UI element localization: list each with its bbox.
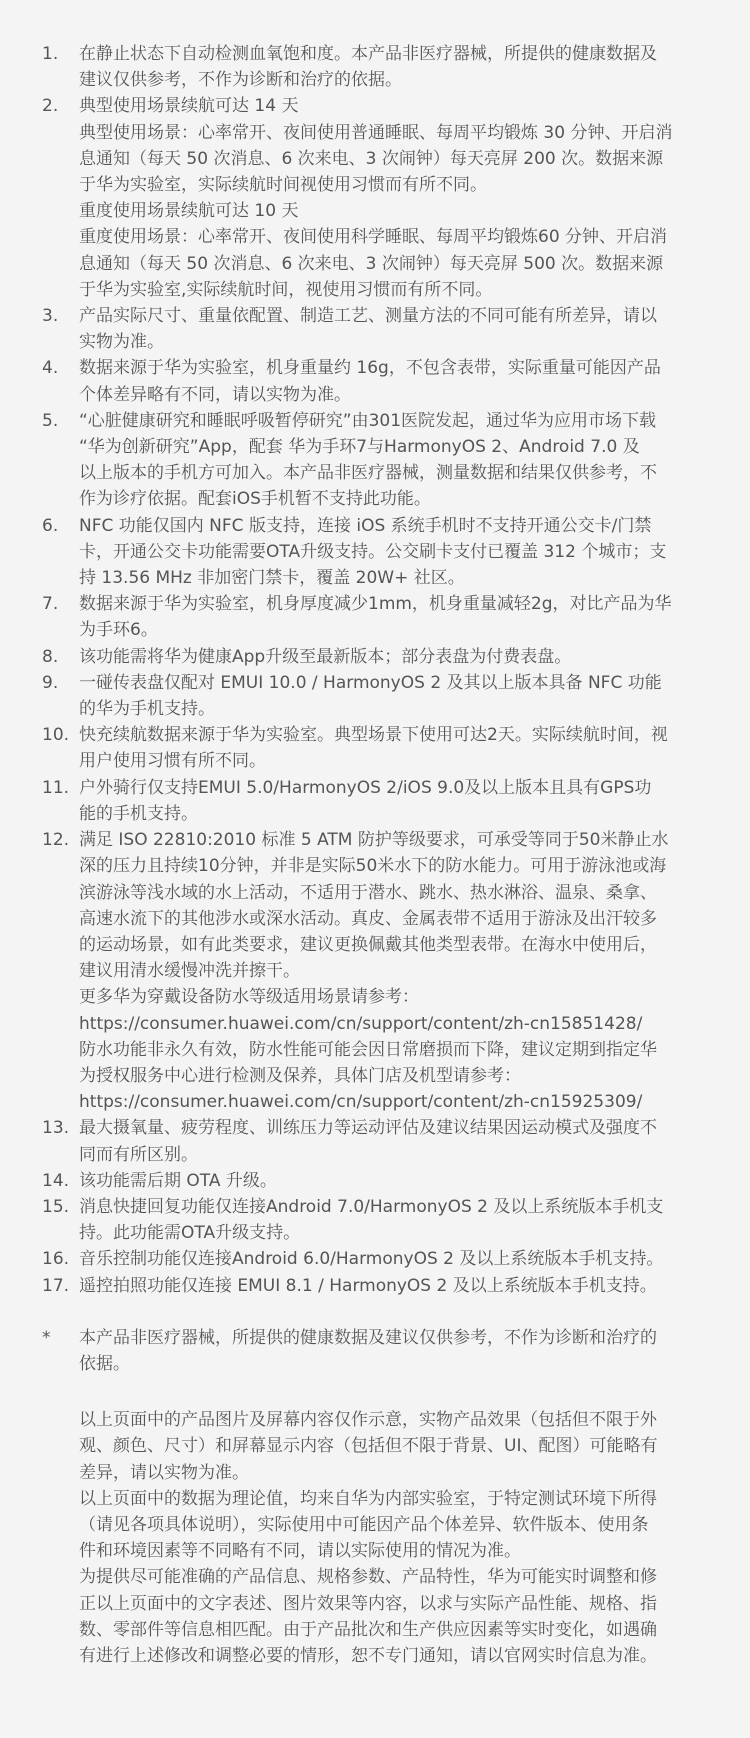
note-body — [79, 827, 702, 1115]
note-number: 9. — [42, 672, 59, 693]
note-item — [42, 644, 702, 670]
note-line: 防水功能非永久有效，防水性能可能会因日常磨损而下降，建议定期到指定华 — [79, 1039, 657, 1060]
note-body — [79, 1168, 702, 1194]
note-number: 14. — [42, 1170, 70, 1191]
note-body — [79, 644, 702, 670]
note-line: 的运动场景，如有此类要求，建议更换佩戴其他类型表带。在海水中使用后， — [79, 934, 657, 955]
note-line: 同而有所区别。 — [79, 1144, 198, 1165]
note-number: 6. — [42, 515, 59, 536]
note-line: https://consumer.huawei.com/cn/support/content/zh-cn15851428/ — [79, 1013, 643, 1034]
note-line: 数据来源于华为实验室，机身厚度减少1mm，机身重量减轻2g，对比产品为华 — [79, 594, 672, 615]
note-body — [79, 775, 702, 827]
note-line: 于华为实验室，实际续航时间视使用习惯而有所不同。 — [79, 175, 487, 196]
note-line: 一碰传表盘仅配对 EMUI 10.0 / HarmonyOS 2 及其以上版本具备 NFC 功能 — [79, 672, 662, 693]
disclaimer-line: 观、颜色、尺寸）和屏幕显示内容（包括但不限于背景、UI、配图）可能略有 — [79, 1436, 658, 1457]
note-line: 该功能需后期 OTA 升级。 — [79, 1170, 277, 1191]
note-line: 消息快捷回复功能仅连接Android 7.0/HarmonyOS 2 及以上系统版本手机支 — [79, 1196, 664, 1217]
disclaimer-line: 以上页面中的数据为理论值，均来自华为内部实验室，于特定测试环境下所得 — [79, 1488, 657, 1509]
note-body — [79, 303, 702, 355]
note-body — [79, 513, 702, 592]
note-item — [42, 303, 702, 355]
note-line: 卡，开通公交卡功能需要OTA升级支持。公交刷卡支付已覆盖 312 个城市；支 — [79, 541, 667, 562]
note-line: 实物为准。 — [79, 332, 164, 353]
note-line: https://consumer.huawei.com/cn/support/content/zh-cn15925309/ — [79, 1092, 643, 1113]
note-number: 1. — [42, 44, 59, 64]
note-line: 持 13.56 MHz 非加密门禁卡，覆盖 20W+ 社区。 — [79, 568, 465, 589]
note-body — [79, 41, 702, 93]
note-line: 为授权服务中心进行检测及保养，具体门店及机型请参考： — [79, 1065, 521, 1086]
footnote-section — [42, 1325, 702, 1669]
note-number: 4. — [42, 358, 59, 379]
note-line: 数据来源于华为实验室，机身重量约 16g，不包含表带，实际重量可能因产品 — [79, 358, 661, 379]
note-item — [42, 775, 702, 827]
note-line: 息通知（每天 50 次消息、6 次来电、3 次闹钟）每天亮屏 200 次。数据来源 — [79, 148, 664, 169]
note-item — [42, 1246, 702, 1272]
note-number: 10. — [42, 725, 70, 746]
disclaimer-line: 为提供尽可能准确的产品信息、规格参数、产品特性，华为可能实时调整和修 — [79, 1567, 657, 1588]
note-line: 高速水流下的其他涉水或深水活动。真皮、金属表带不适用于游泳及出汗较多 — [79, 908, 657, 929]
note-line: “华为创新研究”App，配套 华为手环7与HarmonyOS 2、Android 7.0 及 — [79, 437, 640, 458]
note-item — [42, 41, 702, 93]
disclaimer-paragraph — [79, 1407, 702, 1486]
note-line: 典型使用场景：心率常开、夜间使用普通睡眠、每周平均锻炼 30 分钟、开启消 — [79, 122, 673, 143]
note-item — [42, 670, 702, 722]
disclaimer-line: 件和环境因素等不同略有不同，请以实际使用的情况为准。 — [79, 1541, 521, 1562]
note-number: 13. — [42, 1118, 70, 1139]
note-line: 为手环6。 — [79, 620, 158, 641]
note-body — [79, 670, 702, 722]
note-body — [79, 1273, 702, 1299]
note-item — [42, 355, 702, 407]
disclaimer-paragraph — [79, 1486, 702, 1565]
note-line: 用户使用习惯有所不同。 — [79, 751, 266, 772]
note-item — [42, 1115, 702, 1167]
note-body — [79, 591, 702, 643]
note-body — [79, 355, 702, 407]
note-line: 能的手机支持。 — [79, 803, 198, 824]
note-line: 在静止状态下自动检测血氧饱和度。本产品非医疗器械，所提供的健康数据及 — [79, 44, 657, 64]
note-line: 重度使用场景续航可达 10 天 — [79, 201, 299, 222]
note-number: 2. — [42, 96, 59, 117]
note-line: 建议用清水缓慢冲洗并擦干。 — [79, 961, 300, 982]
note-item — [42, 1194, 702, 1246]
note-line: 最大摄氧量、疲劳程度、训练压力等运动评估及建议结果因运动模式及强度不 — [79, 1118, 657, 1139]
note-body — [79, 93, 702, 303]
note-line: 快充续航数据来源于华为实验室。典型场景下使用可达2天。实际续航时间，视 — [79, 725, 668, 746]
note-item — [42, 1168, 702, 1194]
note-line: 个体差异略有不同，请以实物为准。 — [79, 384, 351, 405]
note-line: 该功能需将华为健康App升级至最新版本；部分表盘为付费表盘。 — [79, 646, 572, 667]
note-item — [42, 1273, 702, 1299]
footnote-body — [79, 1325, 702, 1669]
note-body — [79, 1115, 702, 1167]
note-number: 16. — [42, 1249, 70, 1270]
disclaimer-line: 差异，请以实物为准。 — [79, 1462, 249, 1483]
footnote-item — [42, 1325, 702, 1669]
note-item — [42, 722, 702, 774]
note-line: 产品实际尺寸、重量依配置、制造工艺、测量方法的不同可能有所差异，请以 — [79, 306, 657, 327]
note-item — [42, 93, 702, 303]
note-line: 遥控拍照功能仅连接 EMUI 8.1 / HarmonyOS 2 及以上系统版本手机支持。 — [79, 1275, 657, 1296]
note-line: 以上版本的手机方可加入。本产品非医疗器械，测量数据和结果仅供参考，不 — [79, 463, 657, 484]
disclaimer-line: 有进行上述修改和调整必要的情形，恕不专门通知，请以官网实时信息为准。 — [79, 1645, 657, 1666]
note-line: 于华为实验室,实际续航时间，视使用习惯而有所不同。 — [79, 279, 493, 300]
footnote-line: 本产品非医疗器械，所提供的健康数据及建议仅供参考，不作为诊断和治疗的 — [79, 1327, 657, 1348]
disclaimer-line: 正以上页面中的文字表述、图片效果等内容，以求与实际产品性能、规格、指 — [79, 1593, 657, 1614]
footnote-marker: * — [42, 1327, 51, 1348]
note-number: 17. — [42, 1275, 70, 1296]
spacer — [79, 1377, 702, 1407]
note-line: 的华为手机支持。 — [79, 699, 215, 720]
disclaimer-line: （请见各项具体说明），实际使用中可能因产品个体差异、软件版本、使用条 — [79, 1514, 649, 1535]
note-line: 典型使用场景续航可达 14 天 — [79, 96, 299, 117]
note-number: 15. — [42, 1196, 70, 1217]
note-line: 息通知（每天 50 次消息、6 次来电、3 次闹钟）每天亮屏 500 次。数据来源 — [79, 253, 664, 274]
note-item — [42, 513, 702, 592]
note-line: 滨游泳等浅水域的水上活动，不适用于潜水、跳水、热水淋浴、温泉、桑拿、 — [79, 882, 657, 903]
note-number: 12. — [42, 830, 70, 851]
note-number: 8. — [42, 646, 59, 667]
disclaimer-paragraph — [79, 1564, 702, 1669]
note-body — [79, 1194, 702, 1246]
note-line: NFC 功能仅国内 NFC 版支持，连接 iOS 系统手机时不支持开通公交卡/门禁 — [79, 515, 652, 536]
note-number: 11. — [42, 777, 70, 798]
disclaimer-line: 数、零部件等信息相匹配。由于产品批次和生产供应因素等实时变化，如遇确 — [79, 1619, 657, 1640]
note-item — [42, 827, 702, 1115]
note-number: 7. — [42, 594, 59, 615]
numbered-notes-list — [42, 41, 702, 1299]
note-number: 3. — [42, 306, 59, 327]
note-line: 持。此功能需OTA升级支持。 — [79, 1223, 301, 1244]
note-number: 5. — [42, 410, 59, 431]
note-body — [79, 408, 702, 513]
note-line: “心脏健康研究和睡眠呼吸暂停研究”由301医院发起，通过华为应用市场下载 — [79, 410, 657, 431]
note-item — [42, 408, 702, 513]
note-line: 建议仅供参考，不作为诊断和治疗的依据。 — [79, 70, 402, 91]
note-line: 更多华为穿戴设备防水等级适用场景请参考： — [79, 987, 419, 1008]
note-line: 作为诊疗依据。配套iOS手机暂不支持此功能。 — [79, 489, 431, 510]
note-line: 音乐控制功能仅连接Android 6.0/HarmonyOS 2 及以上系统版本手机支持。 — [79, 1249, 664, 1270]
note-line: 深的压力且持续10分钟，并非是实际50米水下的防水能力。可用于游泳池或海 — [79, 856, 667, 877]
footnote-line: 依据。 — [79, 1353, 130, 1374]
note-line: 户外骑行仅支持EMUI 5.0/HarmonyOS 2/iOS 9.0及以上版本且具有GPS功 — [79, 777, 652, 798]
note-body — [79, 1246, 702, 1272]
note-line: 重度使用场景：心率常开、夜间使用科学睡眠、每周平均锻炼60 分钟、开启消 — [79, 227, 668, 248]
note-item — [42, 591, 702, 643]
note-body — [79, 722, 702, 774]
disclaimer-line: 以上页面中的产品图片及屏幕内容仅作示意，实物产品效果（包括但不限于外 — [79, 1410, 657, 1431]
note-line: 满足 ISO 22810:2010 标准 5 ATM 防护等级要求，可承受等同于50米静止水 — [79, 830, 669, 851]
